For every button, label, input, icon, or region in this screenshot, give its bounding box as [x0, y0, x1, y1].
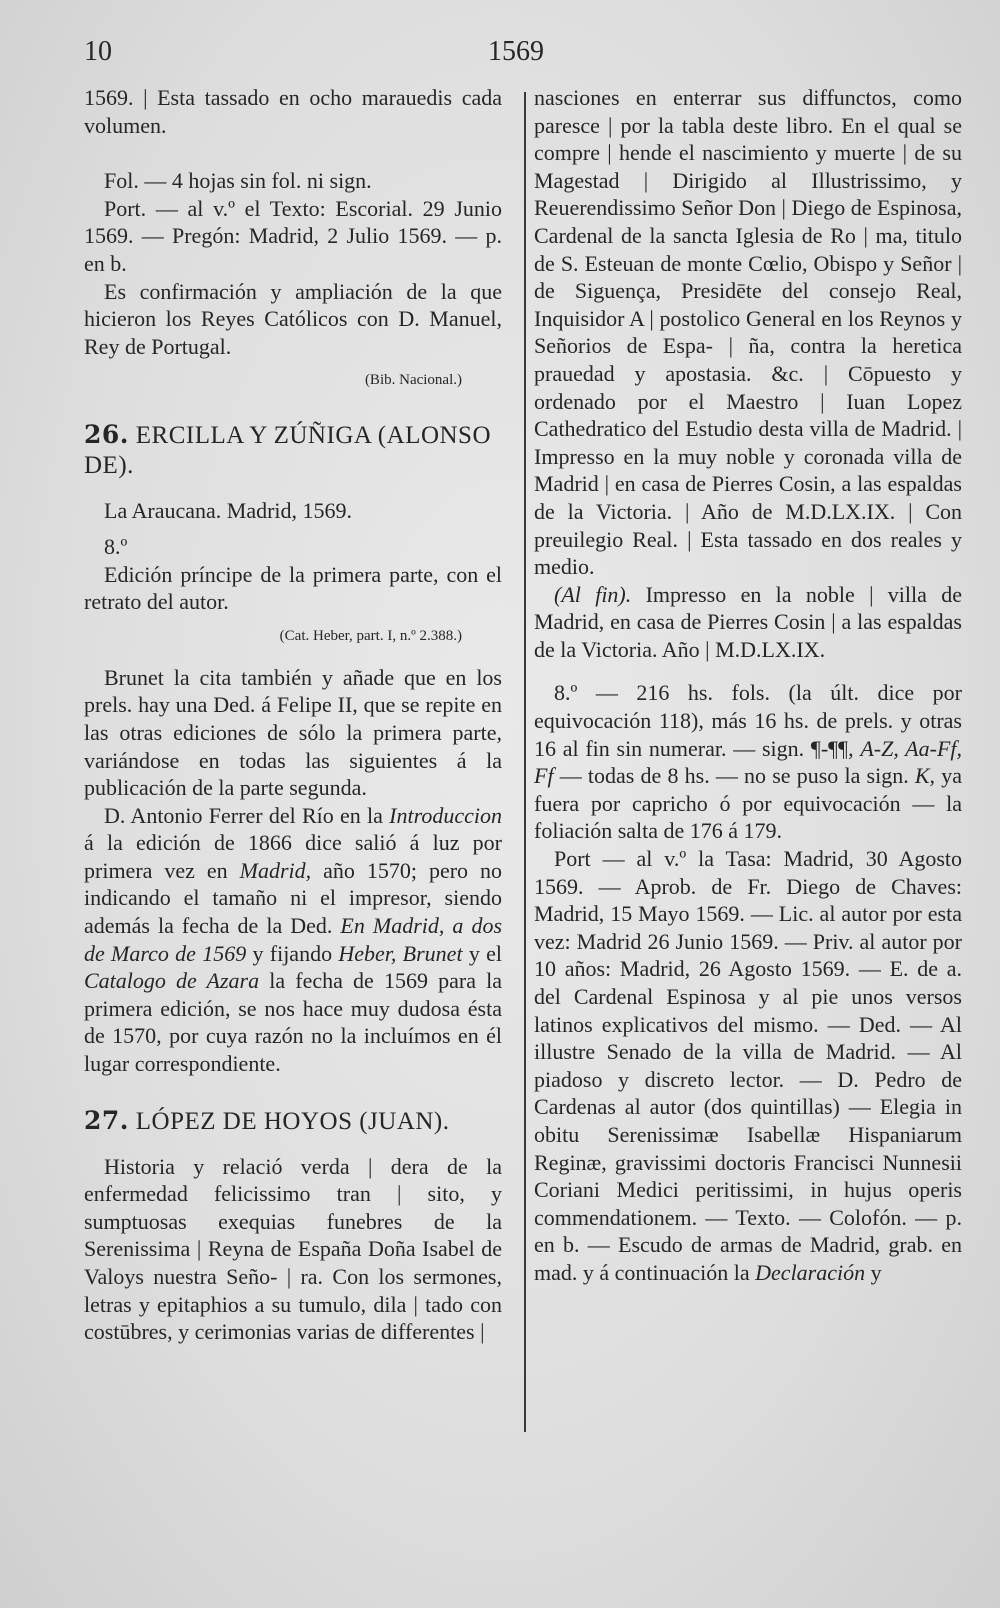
note-line: Es confirmación y ampliación de la que hicieron los Reyes Católicos con D. Manuel, Rey de Portugal. — [84, 278, 502, 359]
collation-line: Fol. — 4 hojas sin fol. ni sign. — [104, 168, 372, 194]
entry-number: 27. — [84, 1105, 129, 1135]
source-citation: (Cat. Heber, part. I, n.º 2.388.) — [279, 627, 462, 644]
column-divider — [524, 92, 526, 1432]
collation-paragraph: 8.º — 216 hs. fols. (la últ. dice por equivocación 118), más 16 hs. de prels. y otras 16 al fin sin numerar. — sign. ¶-¶¶, A-Z, Aa-Ff, Ff — todas de 8 hs. — no se puso la sign. K, ya fuera por capricho ó por equivocación — la foliación salta de 176 á 179. — [534, 680, 963, 844]
entry-26-format: 8.º — [104, 533, 128, 559]
contents-paragraph: Port — al v.º la Tasa: Madrid, 30 Agosto 1569. — Aprob. de Fr. Diego de Chaves: Madrid, 15 Mayo 1569. — Lic. al autor por esta vez: Madrid 26 Junio 1569. — Priv. al autor por 10 años: Madrid, 26 Agosto 1569. — E. de a. del Cardenal Espinosa y al pie unos versos latinos explicativos del mismo. — Ded. — Al illustre Senado de la villa de Madrid. — Al piadoso y discreto lector. — D. Pedro de Cardenas al autor (dos quintillas) — Elegia in obitu Serenissimæ Isabellæ Hispaniarum Reginæ, gravissimi doctoris Francisci Nunnesii Coriani Medici peritissimi, in hujus operis commendationem. — Texto. — Colofón. — p. en b. — Escudo de armas de Madrid, grab. en mad. y á continuación la Declaración y — [534, 846, 962, 1285]
entry-number: 26. — [84, 420, 129, 450]
right-column — [534, 84, 962, 1287]
entry-author: ERCILLA Y ZÚÑIGA (ALONSO DE). — [84, 422, 492, 480]
entry-27-heading — [84, 1106, 502, 1137]
ferrer-paragraph: D. Antonio Ferrer del Río en la Introduccion á la edición de 1866 dice salió á luz por primera vez en Madrid, año 1570; pero no indicando el tamaño ni el impresor, siendo además la fecha de la Ded. En Madrid, a dos de Marco de 1569 y fijando Heber, Brunet y el Catalogo de Azara la fecha de 1569 para la primera edición, se nos hace muy dudosa ésta de 1570, por cuya razón no la incluímos en él lugar correspondiente. — [84, 802, 503, 1077]
entry-25-tail: 1569. | Esta tassado en ocho marauedis cada volumen. — [84, 85, 502, 138]
entry-27-title: Historia y relació verda | dera de la enfermedad felicissimo tran | sito, y sumptuosas exequias funebres de la Serenissima | Reyna de España Doña Isabel de Valoys nuestra Seño- | ra. Con los sermones, letras y epitaphios a su tumulo, dila | tado con costūbres, y cerimonias varias de differentes | — [84, 1153, 502, 1345]
running-head-year: 1569 — [488, 36, 544, 67]
source-citation: (Bib. Nacional.) — [364, 372, 462, 389]
entry-26-title: La Araucana. Madrid, 1569. — [104, 498, 353, 524]
entry-26-note: Edición príncipe de la primera parte, con el retrato del autor. — [84, 561, 502, 615]
page-number: 10 — [84, 36, 112, 67]
left-column — [84, 84, 502, 1346]
entry-27-title-continued: nasciones en enterrar sus diffunctos, como paresce | por la tabla deste libro. En el qual se compre | hende el nascimiento y muerte | de su Magestad | Dirigido al Illustrissimo, y Reuerendissimo Señor Don | Diego de Espinosa, Cardenal de la sancta Iglesia de Ro | ma, titulo de S. Esteuan de monte Cœlio, Obispo y Señor | de Siguença, Presidēte del consejo Real, Inquisidor A | postolico General en los Reynos y Señorios de Espa- | ña, contra la heretica prauedad y apostasia. &c. | Cōpuesto y ordenado por el Maestro | Iuan Lopez Cathedratico del Estudio desta villa de Madrid. | Impresso en la muy noble y coronada villa de Madrid | en casa de Pierres Cosin, a las espaldas de la Victoria. | Año de M.D.LX.IX. | Con preuilegio Real. | Esta tassado en dos reales y medio. — [534, 85, 962, 580]
entry-26-heading — [84, 420, 502, 481]
contents-line: Port. — al v.º el Texto: Escorial. 29 Junio 1569. — Pregón: Madrid, 2 Julio 1569. — p. en b. — [84, 195, 502, 276]
brunet-paragraph: Brunet la cita también y añade que en los prels. hay una Ded. á Felipe II, que se repite en las otras ediciones de sólo la primera parte, variándose en todas las siguientes á la publicación de la parte segunda. — [84, 664, 502, 801]
colophon-paragraph: (Al fin). Impresso en la noble | villa de Madrid, en casa de Pierres Cosin | a las espaldas de la Victoria. Año | M.D.LX.IX. — [534, 581, 962, 662]
entry-author: LÓPEZ DE HOYOS (JUAN). — [135, 1107, 450, 1135]
